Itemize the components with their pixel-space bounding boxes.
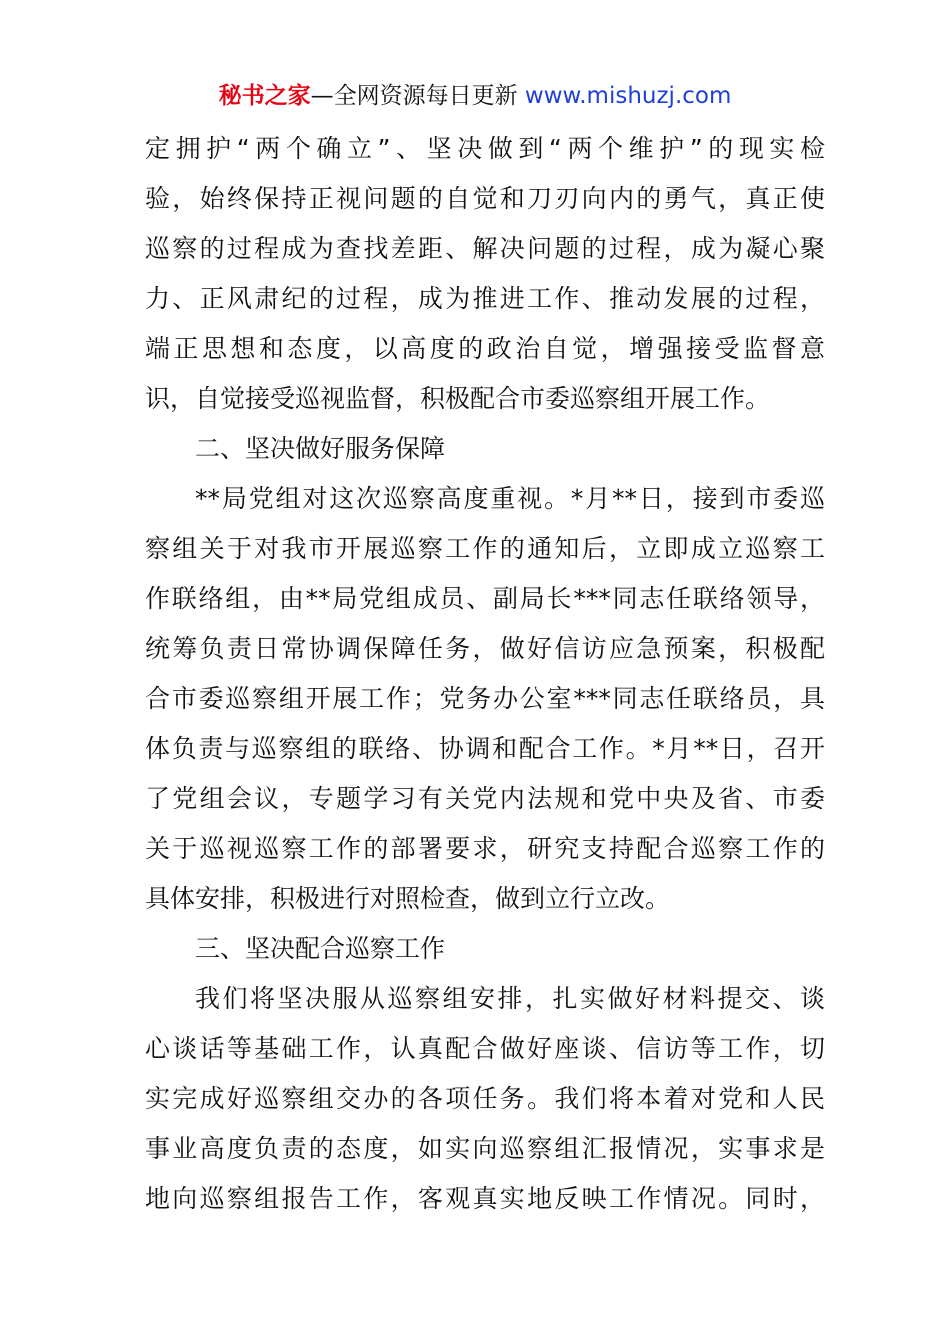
text-line: 体负责与巡察组的联络、协调和配合工作。*月**日，召开 [145,734,825,763]
text-line: 端正思想和态度，以高度的政治自觉，增强接受监督意 [145,334,825,363]
text-line: 地向巡察组报告工作，客观真实地反映工作情况。同时， [145,1184,825,1213]
text-line: 实完成好巡察组交办的各项任务。我们将本着对党和人民 [145,1084,825,1113]
text-line: 定拥护“两个确立”、坚决做到“两个维护”的现实检 [145,134,825,163]
section-heading: 二、坚决做好服务保障 [195,434,446,463]
text-line: 统筹负责日常协调保障任务，做好信访应急预案，积极配 [145,634,825,663]
text-line: 识，自觉接受巡视监督，积极配合市委巡察组开展工作。 [145,384,771,413]
text-line: 事业高度负责的态度，如实向巡察组汇报情况，实事求是 [145,1134,825,1163]
text-line: 察组关于对我市开展巡察工作的通知后，立即成立巡察工 [145,534,825,563]
text-line: 心谈话等基础工作，认真配合做好座谈、信访等工作，切 [145,1034,825,1063]
text-line: 关于巡视巡察工作的部署要求，研究支持配合巡察工作的 [145,834,825,863]
section-heading: 三、坚决配合巡察工作 [195,934,446,963]
text-line: 具体安排，积极进行对照检查，做到立行立改。 [145,884,671,913]
text-line: 了党组会议，专题学习有关党内法规和党中央及省、市委 [145,784,825,813]
text-line: 巡察的过程成为查找差距、解决问题的过程，成为凝心聚 [145,234,825,263]
text-line: 合市委巡察组开展工作；党务办公室***同志任联络员，具 [145,684,825,713]
brand-name: 秘书之家 [218,83,311,109]
text-line: 力、正风肃纪的过程，成为推进工作、推动发展的过程， [145,284,825,313]
document-body [145,124,825,1224]
site-url-link[interactable]: www.mishuzj.com [524,83,732,109]
text-line: 验，始终保持正视问题的自觉和刀刃向内的勇气，真正使 [145,184,825,213]
text-line: 作联络组，由**局党组成员、副局长***同志任联络领导， [145,584,825,613]
header-slogan: —全网资源每日更新 [310,83,525,109]
text-line: 我们将坚决服从巡察组安排，扎实做好材料提交、谈 [195,984,825,1013]
text-line: **局党组对这次巡察高度重视。*月**日，接到市委巡 [195,484,825,513]
site-header [0,80,950,112]
